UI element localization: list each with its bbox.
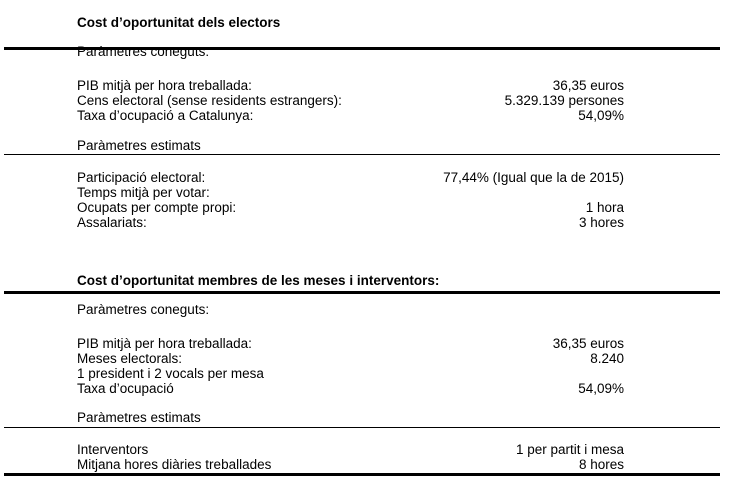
section1-known-heading: Paràmetres coneguts: xyxy=(77,44,210,59)
section2-estimated-label: Mitjana hores diàries treballades xyxy=(77,457,272,472)
section2-bottom-rule xyxy=(4,473,720,476)
section2-known-label: 1 president i 2 vocals per mesa xyxy=(77,366,264,381)
section2-known-label: PIB mitjà per hora treballada: xyxy=(77,336,252,351)
section1-estimated-label: Ocupats per compte propi: xyxy=(77,200,237,215)
section1-estimated-label: Participació electoral: xyxy=(77,170,206,185)
section1-estimated-value: 77,44% (Igual que la de 2015) xyxy=(443,170,624,185)
section1-estimated-value: 1 hora xyxy=(585,200,624,215)
section1-estimated-label: Assalariats: xyxy=(77,215,147,230)
section1-mid-rule xyxy=(4,154,720,155)
section2-known-value: 8.240 xyxy=(590,351,624,366)
section2-known-label: Taxa d’ocupació xyxy=(77,381,174,396)
section2-known-label: Meses electorals: xyxy=(77,351,183,366)
section2-estimated-value: 8 hores xyxy=(578,457,624,472)
section1-estimated-label: Temps mitjà per votar: xyxy=(77,185,210,200)
section2-known-heading: Paràmetres coneguts: xyxy=(77,302,210,317)
section1-known-label: Taxa d’ocupació a Catalunya: xyxy=(77,108,254,123)
section1-known-label: PIB mitjà per hora treballada: xyxy=(77,78,252,93)
section2-top-rule xyxy=(4,291,720,294)
section2-mid-rule xyxy=(4,427,720,428)
section1-estimated-heading: Paràmetres estimats xyxy=(77,138,201,153)
section2-estimated-label: Interventors xyxy=(77,442,149,457)
section1-estimated-value: 3 hores xyxy=(578,215,624,230)
section1-known-value: 36,35 euros xyxy=(552,78,624,93)
section1-known-value: 5.329.139 persones xyxy=(504,93,624,108)
section2-known-value: 36,35 euros xyxy=(552,336,624,351)
section2-known-value: 54,09% xyxy=(578,381,624,396)
section2-estimated-heading: Paràmetres estimats xyxy=(77,410,201,425)
section2-estimated-value: 1 per partit i mesa xyxy=(515,442,624,457)
section1-known-value: 54,09% xyxy=(578,108,624,123)
section1-known-label: Cens electoral (sense residents estrangers): xyxy=(77,93,342,108)
section2-title: Cost d’oportunitat membres de les meses i interventors: xyxy=(77,273,440,288)
section1-title: Cost d’oportunitat dels electors xyxy=(77,15,281,30)
